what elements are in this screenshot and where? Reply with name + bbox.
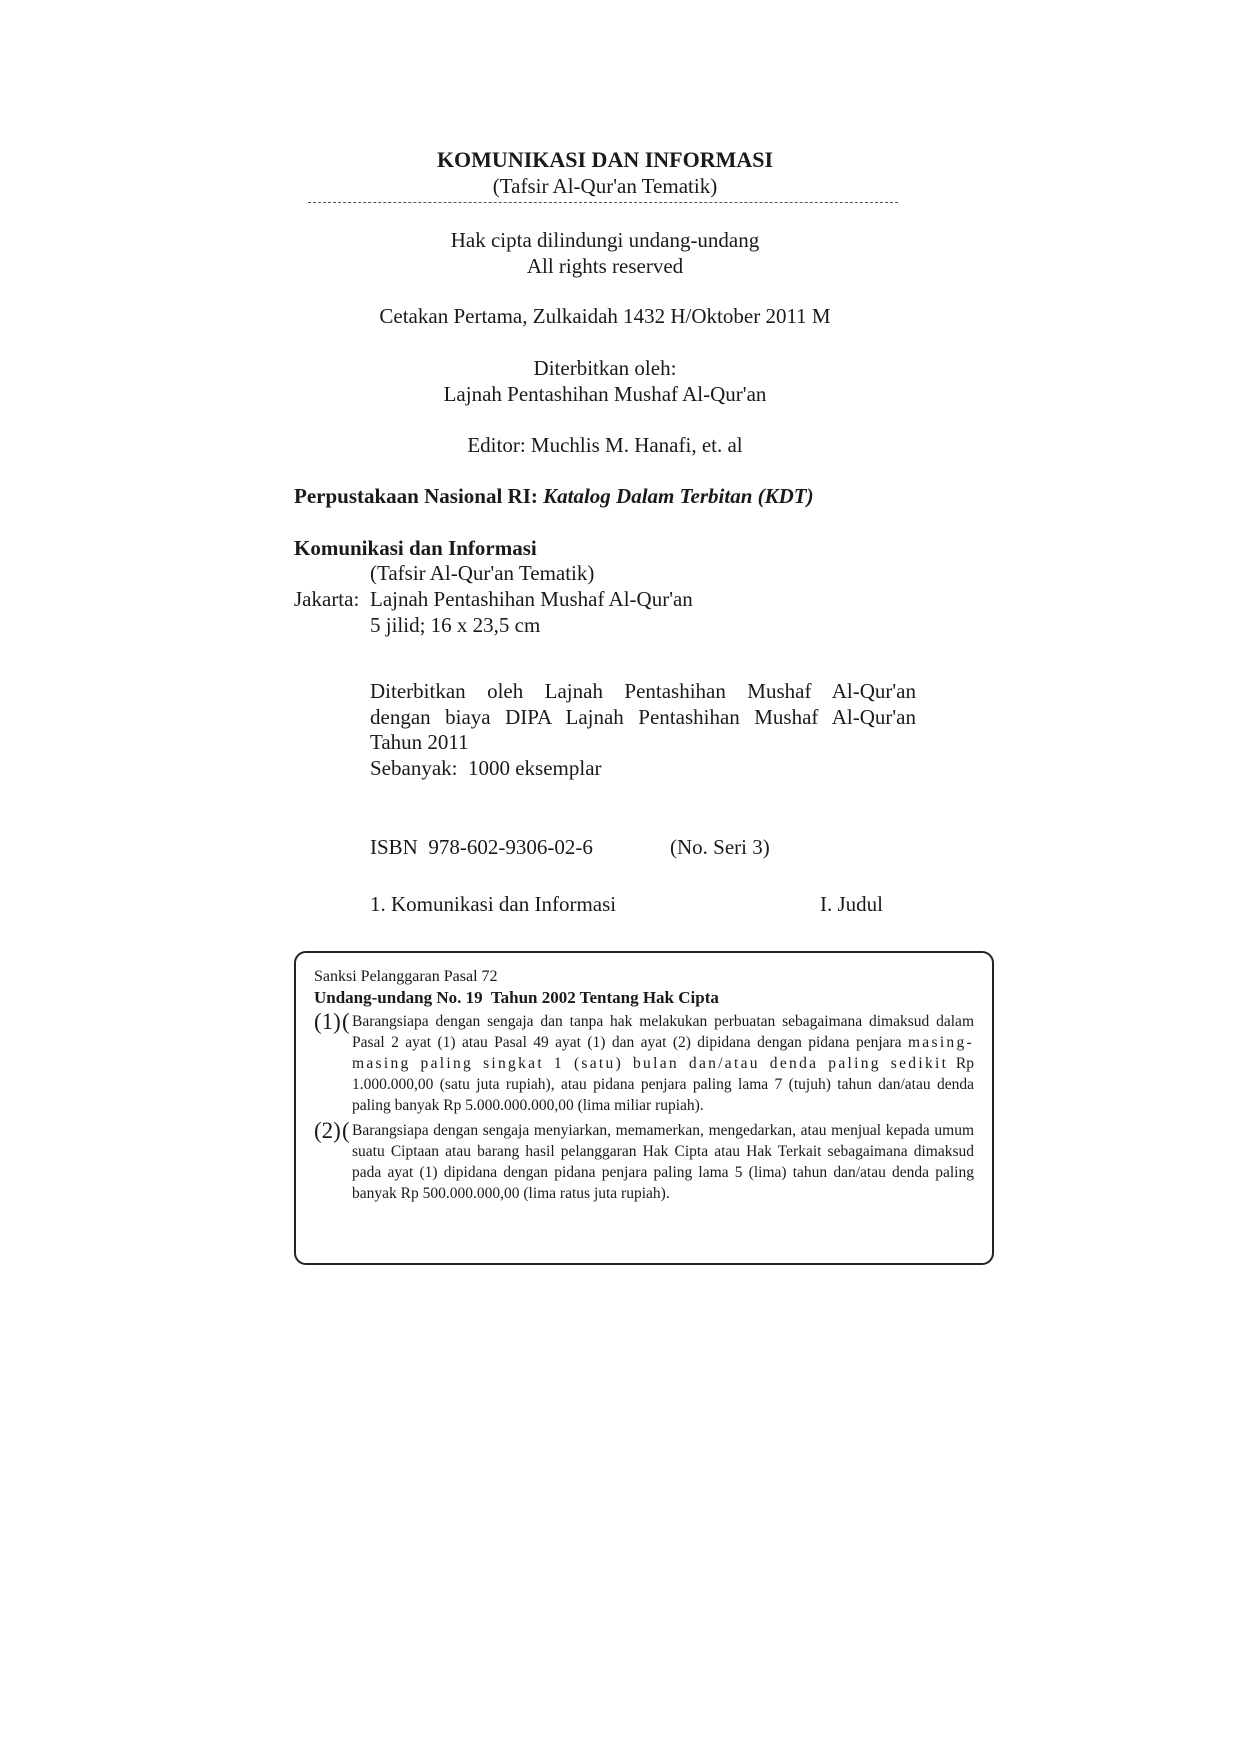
- kdt-title: Katalog Dalam Terbitan (KDT): [543, 484, 814, 508]
- clause-bracket: (: [342, 1118, 350, 1143]
- index-entry: I. Judul: [820, 892, 883, 916]
- catalog-note-line: dengan biaya DIPA Lajnah Pentashihan Mushaf Al-Qur'an: [370, 704, 916, 729]
- dashed-divider: [308, 202, 898, 203]
- kdt-heading: [294, 483, 814, 509]
- publisher-block: [290, 355, 920, 407]
- catalog-book-title: Komunikasi dan Informasi: [294, 536, 537, 560]
- publisher-name: Lajnah Pentashihan Mushaf Al-Qur'an: [443, 382, 767, 406]
- catalog-publisher: Lajnah Pentashihan Mushaf Al-Qur'an: [370, 587, 693, 611]
- clause-text: Barangsiapa dengan sengaja menyiarkan, memamerkan, mengedarkan, atau menjual kepada umum suatu Ciptaan atau barang hasil pelanggaran Hak Cipta atau Hak Terkait sebagaimana dimaksud pada ayat (1) dipidana dengan pidana penjara paling lama 5 (lima) tahun dan/atau denda paling banyak Rp 500.000.000,00 (lima ratus juta rupiah).: [352, 1122, 974, 1202]
- clause-text: Rp 1.000.000,00 (satu juta rupiah), atau pidana penjara paling lama 7 (tujuh) tahun dan/atau denda paling banyak Rp 5.000.000.000,00 (lima miliar rupiah).: [352, 1055, 974, 1114]
- book-subtitle: (Tafsir Al-Qur'an Tematik): [492, 174, 718, 198]
- copyright-block: [290, 227, 920, 279]
- edition-line: Cetakan Pertama, Zulkaidah 1432 H/Oktober 2011 M: [379, 304, 831, 328]
- clause-number: (1): [314, 1009, 341, 1034]
- sanction-title: Sanksi Pelanggaran Pasal 72: [314, 968, 498, 985]
- copyright-line: Hak cipta dilindungi undang-undang: [450, 228, 760, 252]
- catalog-note-line: Diterbitkan oleh Lajnah Pentashihan Mushaf Al-Qur'an: [370, 679, 916, 703]
- sanction-box: [294, 951, 994, 1265]
- sanction-clause-1: [314, 1011, 974, 1116]
- catalog-city: Jakarta:: [294, 587, 360, 611]
- isbn: ISBN 978-602-9306-02-6: [370, 835, 593, 859]
- catalog-note: [370, 679, 916, 781]
- catalog-note-line: Tahun 2011: [370, 730, 469, 754]
- clause-text-spaced: masing-masing paling singkat 1 (satu) bulan dan/atau denda paling sedikit: [352, 1034, 974, 1072]
- clause-number: (2): [314, 1118, 341, 1143]
- editor-line: Editor: Muchlis M. Hanafi, et. al: [467, 433, 743, 457]
- title-block: [290, 147, 920, 199]
- rights-line: All rights reserved: [526, 254, 684, 278]
- kdt-label: Perpustakaan Nasional RI:: [294, 484, 538, 508]
- clause-bracket: (: [342, 1009, 350, 1034]
- series-number: (No. Seri 3): [670, 835, 770, 859]
- book-title: KOMUNIKASI DAN INFORMASI: [436, 147, 774, 172]
- catalog-volumes: 5 jilid; 16 x 23,5 cm: [370, 613, 541, 637]
- clause-text: Barangsiapa dengan sengaja dan tanpa hak melakukan perbuatan sebagaimana dimaksud dalam Pasal 2 ayat (1) atau Pasal 49 ayat (1) dan ayat (2) dipidana dengan pidana penjara: [352, 1013, 974, 1051]
- catalog-note-line: Sebanyak: 1000 eksemplar: [370, 755, 602, 780]
- publisher-label: Diterbitkan oleh:: [533, 356, 677, 380]
- sanction-law: Undang-undang No. 19 Tahun 2002 Tentang Hak Cipta: [314, 988, 719, 1007]
- sanction-clause-2: [314, 1120, 974, 1204]
- catalog-subtitle: (Tafsir Al-Qur'an Tematik): [370, 561, 595, 585]
- subject-entry: 1. Komunikasi dan Informasi: [370, 892, 617, 916]
